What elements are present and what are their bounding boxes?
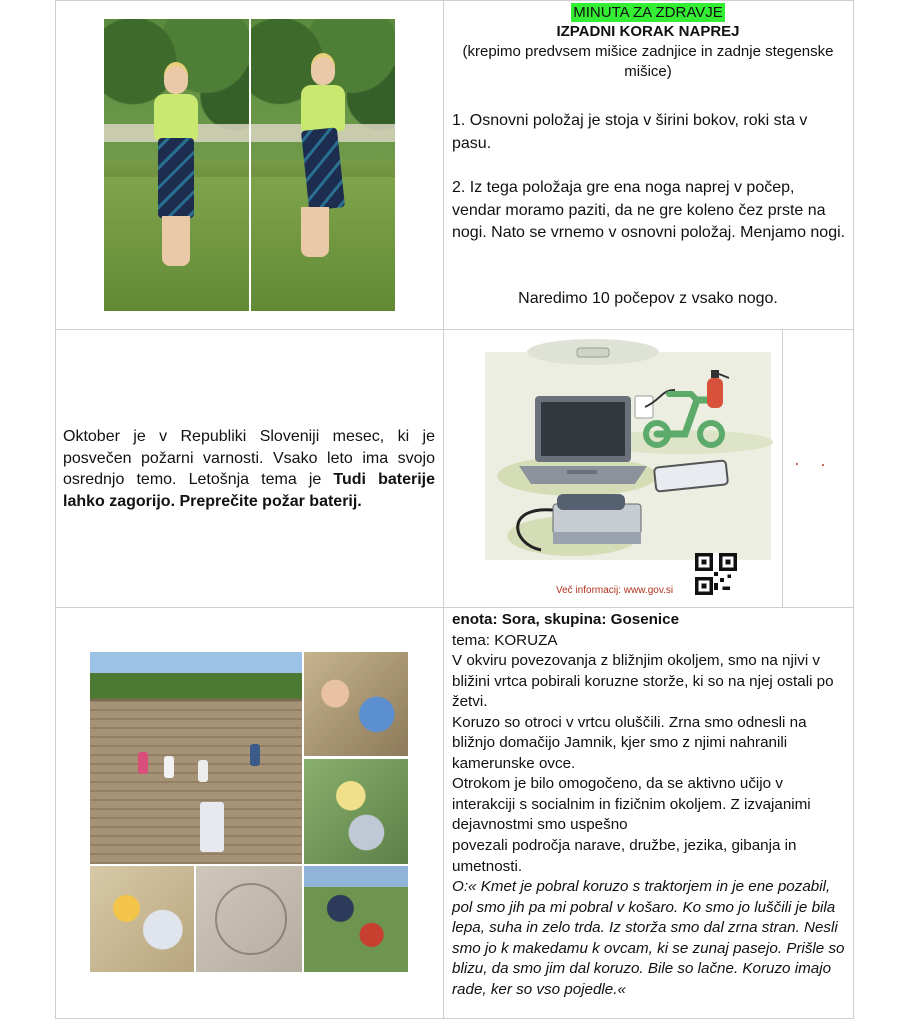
corn-activity-collage [90, 652, 408, 972]
table-border-bottom [55, 1018, 853, 1019]
table-border-right [853, 0, 854, 1019]
corn-field-photo [90, 652, 302, 864]
exercise-step-1: 1. Osnovni položaj je stoja v širini bokov, roki sta v pasu. [452, 112, 808, 152]
exercise-repetitions: Naredimo 10 počepov z vsako nogo. [518, 290, 778, 307]
fire-safety-theme: Tudi baterije lahko zagorijo. Preprečite požar baterij. [63, 471, 435, 510]
unit-group-line: enota: Sora, skupina: Gosenice [452, 611, 680, 628]
theme-line: tema: KORUZA [452, 631, 558, 649]
exercise-header [444, 3, 852, 82]
battery-fire-poster [485, 338, 773, 600]
exercise-photos [104, 19, 395, 311]
exercise-step-2: 2. Iz tega položaja gre ena noga naprej v počep, vendar moramo paziti, da ne gre koleno čez prste na nogi. Nato se vrnemo v osnovni položaj. Menjamo nogi. [452, 179, 846, 241]
table-border-left [55, 0, 56, 1019]
children-picking-corn-photo [304, 759, 408, 864]
farm-visit-photo [304, 866, 408, 972]
red-dot-mark [796, 463, 798, 465]
children-with-basket-photo [304, 652, 408, 756]
more-info-link[interactable]: Več informacij: www.gov.si [556, 585, 674, 596]
group-report [452, 610, 850, 1000]
health-minute-highlight: MINUTA ZA ZDRAVJE [573, 4, 723, 21]
laptop-icon [519, 396, 647, 484]
woman-standing-figure [146, 66, 206, 300]
exercise-photo-lunge [251, 19, 396, 311]
table-column-divider [443, 0, 444, 1019]
table-row-divider [55, 607, 853, 608]
corn-kernels-table-photo [90, 866, 194, 972]
tablet-icon [654, 460, 728, 491]
children-quote: O:« Kmet je pobral koruzo s traktorjem in je ene pozabil, pol smo jih pa mi pobral v košaro. Ko smo jo luščili je bila lepa, suha in zelo trda. Iz storža smo dal zrna stran. Nesli smo jo k makedamu k ovcam, ki se zunaj pasejo. Prišle so blizu, da smo jim dal koruzo. Bile so lačne. Koruzo imajo rade, ker so vso pojedle.« [452, 878, 845, 998]
woman-lunge-figure [293, 57, 353, 291]
qr-code-icon[interactable] [695, 553, 737, 595]
red-dot-mark [822, 464, 824, 466]
report-paragraph-1: V okviru povezovanja z bližnjim okoljem, smo na njivi v bližini vrtca pobirali koruzne storže, ki so na njej ostali po žetvi. [452, 652, 834, 711]
report-paragraph-2: Koruzo so otroci v vrtcu oluščili. Zrna smo odnesli na bližnjo domačijo Jamnik, kjer smo z njimi nahranili kamerunske ovce. [452, 713, 807, 772]
table-border-top [55, 0, 853, 1]
fire-safety-text [63, 426, 435, 512]
poster-cell-divider [782, 330, 783, 607]
sand-drawing-photo [196, 866, 302, 972]
exercise-title: IZPADNI KORAK NAPREJ [556, 23, 740, 40]
report-paragraph-3: Otrokom je bilo omogočeno, da se aktivno učijo v interakciji s socialnim in fizičnim okoljem. Z izvajanimi dejavnostmi smo uspešno [452, 775, 811, 834]
fire-extinguisher-icon [707, 370, 729, 408]
exercise-photo-standing [104, 19, 249, 311]
report-paragraph-4: povezali področja narave, družbe, jezika, gibanja in umetnosti. [452, 837, 797, 875]
table-row-divider [55, 329, 853, 330]
exercise-subtitle: (krepimo predvsem mišice zadnjice in zadnje stegenske mišice) [462, 43, 834, 80]
smoke-detector-icon [577, 348, 609, 357]
fire-safety-intro: Oktober je v Republiki Sloveniji mesec, ki je posvečen požarni varnosti. Vsako leto ima svojo osrednjo temo. Letošnja tema je [63, 428, 435, 488]
